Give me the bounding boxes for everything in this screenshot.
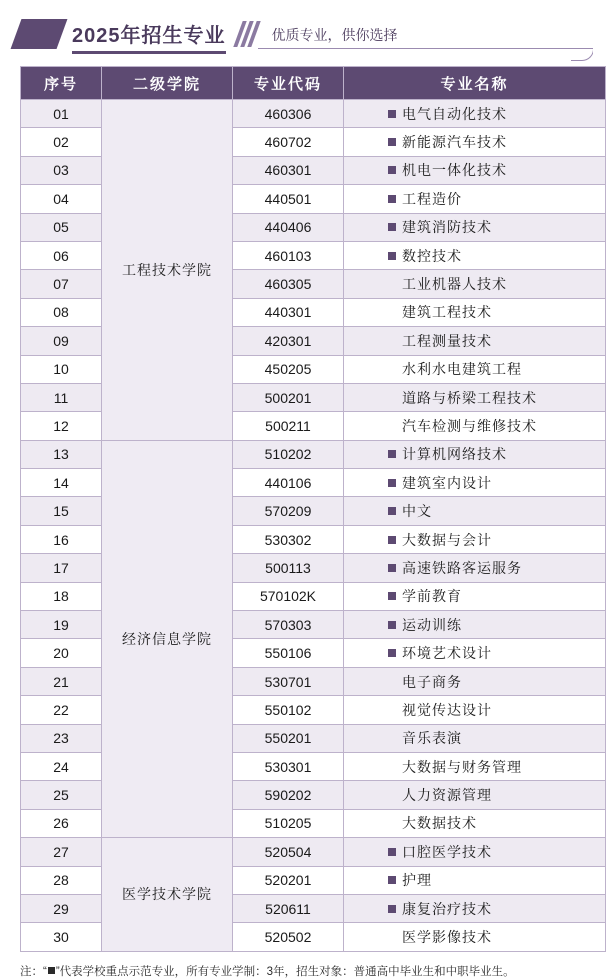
major-name-wrap — [344, 643, 604, 663]
major-name-wrap — [344, 217, 604, 237]
major-name-label: 数控技术 — [402, 247, 462, 264]
major-name-label: 视觉传达设计 — [402, 701, 492, 718]
key-major-marker-icon — [388, 848, 396, 856]
key-major-marker-icon — [388, 507, 396, 515]
cell-no: 23 — [21, 724, 102, 752]
cell-no: 22 — [21, 696, 102, 724]
cell-no: 02 — [21, 128, 102, 156]
footnote-prefix: 注：“ — [20, 965, 47, 978]
major-name-label: 环境艺术设计 — [402, 645, 492, 662]
major-name-wrap — [344, 274, 604, 294]
table-row — [21, 838, 606, 866]
cell-no: 11 — [21, 383, 102, 411]
footnote-suffix: ”代表学校重点示范专业，所有专业学制：3年，招生对象：普通高中毕业生和中职毕业生。 — [55, 965, 515, 978]
banner-stripes-decoration — [238, 21, 256, 47]
major-name-wrap — [344, 104, 604, 124]
major-name-wrap — [344, 160, 604, 180]
cell-major-name — [344, 554, 606, 582]
table-body — [21, 100, 606, 952]
cell-no: 17 — [21, 554, 102, 582]
cell-college: 经济信息学院 — [102, 440, 233, 837]
cell-code: 460301 — [233, 156, 344, 184]
major-name-label: 大数据技术 — [402, 815, 477, 832]
footnote — [20, 964, 593, 980]
major-name-wrap — [344, 416, 604, 436]
major-name-wrap — [344, 331, 604, 351]
key-major-marker-icon — [388, 223, 396, 231]
cell-no: 19 — [21, 611, 102, 639]
cell-no: 13 — [21, 440, 102, 468]
major-name-label: 建筑工程技术 — [402, 304, 492, 321]
cell-no: 10 — [21, 355, 102, 383]
page-title: 2025年招生专业 — [72, 24, 226, 47]
cell-major-name — [344, 327, 606, 355]
major-name-label: 医学影像技术 — [402, 929, 492, 946]
major-name-wrap — [344, 302, 604, 322]
cell-code: 550102 — [233, 696, 344, 724]
major-name-label: 大数据与会计 — [402, 531, 492, 548]
cell-college: 医学技术学院 — [102, 838, 233, 952]
cell-major-name — [344, 241, 606, 269]
key-major-marker-icon — [388, 592, 396, 600]
major-name-wrap — [344, 473, 604, 493]
major-name-label: 建筑室内设计 — [402, 474, 492, 491]
major-name-wrap — [344, 842, 604, 862]
cell-no: 07 — [21, 270, 102, 298]
major-name-label: 工程测量技术 — [402, 332, 492, 349]
major-name-label: 口腔医学技术 — [402, 843, 492, 860]
cell-no: 18 — [21, 582, 102, 610]
major-name-label: 机电一体化技术 — [402, 162, 507, 179]
key-major-marker-icon — [388, 621, 396, 629]
cell-code: 570303 — [233, 611, 344, 639]
cell-major-name — [344, 383, 606, 411]
cell-major-name — [344, 469, 606, 497]
cell-code: 450205 — [233, 355, 344, 383]
major-name-label: 大数据与财务管理 — [402, 758, 522, 775]
cell-major-name — [344, 582, 606, 610]
major-name-label: 学前教育 — [402, 588, 462, 605]
cell-code: 460103 — [233, 241, 344, 269]
cell-major-name — [344, 866, 606, 894]
cell-code: 530301 — [233, 752, 344, 780]
key-major-marker-icon — [48, 967, 55, 974]
major-name-label: 汽车检测与维修技术 — [402, 417, 537, 434]
cell-no: 05 — [21, 213, 102, 241]
cell-college: 工程技术学院 — [102, 100, 233, 441]
cell-major-name — [344, 185, 606, 213]
major-name-wrap — [344, 672, 604, 692]
major-name-wrap — [344, 501, 604, 521]
column-header-college: 二级学院 — [102, 67, 233, 100]
cell-code: 520201 — [233, 866, 344, 894]
cell-no: 14 — [21, 469, 102, 497]
major-name-wrap — [344, 132, 604, 152]
cell-major-name — [344, 213, 606, 241]
major-name-label: 水利水电建筑工程 — [402, 361, 522, 378]
cell-no: 25 — [21, 781, 102, 809]
major-name-label: 高速铁路客运服务 — [402, 559, 522, 576]
major-name-wrap — [344, 870, 604, 890]
column-header-code: 专业代码 — [233, 67, 344, 100]
cell-code: 460306 — [233, 100, 344, 128]
major-name-wrap — [344, 530, 604, 550]
major-name-wrap — [344, 813, 604, 833]
cell-code: 440301 — [233, 298, 344, 326]
cell-major-name — [344, 611, 606, 639]
major-name-label: 工业机器人技术 — [402, 276, 507, 293]
cell-major-name — [344, 412, 606, 440]
cell-no: 20 — [21, 639, 102, 667]
cell-major-name — [344, 639, 606, 667]
cell-no: 01 — [21, 100, 102, 128]
table-header-row — [21, 67, 606, 100]
major-name-wrap — [344, 615, 604, 635]
cell-no: 08 — [21, 298, 102, 326]
cell-code: 520611 — [233, 894, 344, 922]
cell-no: 06 — [21, 241, 102, 269]
key-major-marker-icon — [388, 252, 396, 260]
cell-no: 21 — [21, 667, 102, 695]
cell-major-name — [344, 440, 606, 468]
cell-no: 29 — [21, 894, 102, 922]
cell-no: 04 — [21, 185, 102, 213]
key-major-marker-icon — [388, 564, 396, 572]
major-name-label: 道路与桥梁工程技术 — [402, 389, 537, 406]
major-name-wrap — [344, 586, 604, 606]
major-name-label: 护理 — [402, 872, 432, 889]
cell-code: 440406 — [233, 213, 344, 241]
banner-slab-decoration — [11, 19, 68, 49]
major-name-label: 电子商务 — [402, 673, 462, 690]
cell-code: 500201 — [233, 383, 344, 411]
key-major-marker-icon — [388, 138, 396, 146]
cell-code: 520502 — [233, 923, 344, 951]
cell-no: 30 — [21, 923, 102, 951]
cell-major-name — [344, 724, 606, 752]
corner-curve-decoration — [571, 49, 593, 63]
major-name-label: 运动训练 — [402, 616, 462, 633]
cell-major-name — [344, 696, 606, 724]
cell-major-name — [344, 781, 606, 809]
major-name-label: 建筑消防技术 — [402, 219, 492, 236]
major-name-wrap — [344, 785, 604, 805]
cell-major-name — [344, 355, 606, 383]
cell-no: 16 — [21, 525, 102, 553]
major-name-wrap — [344, 700, 604, 720]
admissions-majors-page — [0, 8, 613, 978]
table-header — [21, 67, 606, 100]
cell-major-name — [344, 923, 606, 951]
cell-no: 03 — [21, 156, 102, 184]
column-header-no: 序号 — [21, 67, 102, 100]
cell-code: 570102K — [233, 582, 344, 610]
banner-title-wrap — [72, 19, 226, 50]
title-underline — [72, 51, 226, 54]
cell-major-name — [344, 809, 606, 837]
cell-no: 28 — [21, 866, 102, 894]
cell-code: 590202 — [233, 781, 344, 809]
cell-code: 570209 — [233, 497, 344, 525]
major-name-label: 电气自动化技术 — [402, 105, 507, 122]
cell-major-name — [344, 525, 606, 553]
cell-no: 12 — [21, 412, 102, 440]
column-header-name: 专业名称 — [344, 67, 606, 100]
page-banner — [0, 8, 613, 60]
major-name-label: 人力资源管理 — [402, 787, 492, 804]
major-name-wrap — [344, 558, 604, 578]
cell-major-name — [344, 270, 606, 298]
major-name-wrap — [344, 359, 604, 379]
key-major-marker-icon — [388, 195, 396, 203]
cell-code: 550106 — [233, 639, 344, 667]
major-name-wrap — [344, 444, 604, 464]
major-name-label: 计算机网络技术 — [402, 446, 507, 463]
key-major-marker-icon — [388, 479, 396, 487]
cell-no: 15 — [21, 497, 102, 525]
table-row — [21, 100, 606, 128]
key-major-marker-icon — [388, 450, 396, 458]
major-name-wrap — [344, 246, 604, 266]
cell-code: 550201 — [233, 724, 344, 752]
major-name-label: 新能源汽车技术 — [402, 134, 507, 151]
major-name-wrap — [344, 757, 604, 777]
major-name-label: 工程造价 — [402, 190, 462, 207]
cell-major-name — [344, 100, 606, 128]
cell-code: 510205 — [233, 809, 344, 837]
key-major-marker-icon — [388, 649, 396, 657]
table-row — [21, 440, 606, 468]
major-name-wrap — [344, 927, 604, 947]
majors-table — [20, 66, 606, 952]
cell-code: 420301 — [233, 327, 344, 355]
page-subtitle: 优质专业，供你选择 — [271, 27, 398, 43]
cell-major-name — [344, 156, 606, 184]
cell-major-name — [344, 497, 606, 525]
major-name-label: 康复治疗技术 — [402, 900, 492, 917]
major-name-wrap — [344, 388, 604, 408]
major-name-label: 中文 — [402, 503, 432, 520]
cell-no: 09 — [21, 327, 102, 355]
subtitle-underline — [258, 48, 593, 49]
cell-code: 460305 — [233, 270, 344, 298]
cell-code: 510202 — [233, 440, 344, 468]
major-name-label: 音乐表演 — [402, 730, 462, 747]
major-name-wrap — [344, 189, 604, 209]
cell-code: 500211 — [233, 412, 344, 440]
key-major-marker-icon — [388, 536, 396, 544]
key-major-marker-icon — [388, 166, 396, 174]
major-name-wrap — [344, 899, 604, 919]
majors-table-wrap — [20, 66, 593, 952]
cell-code: 520504 — [233, 838, 344, 866]
cell-major-name — [344, 298, 606, 326]
cell-major-name — [344, 752, 606, 780]
cell-code: 460702 — [233, 128, 344, 156]
key-major-marker-icon — [388, 876, 396, 884]
cell-code: 530701 — [233, 667, 344, 695]
cell-code: 500113 — [233, 554, 344, 582]
cell-code: 440501 — [233, 185, 344, 213]
major-name-wrap — [344, 728, 604, 748]
cell-major-name — [344, 667, 606, 695]
key-major-marker-icon — [388, 110, 396, 118]
cell-no: 27 — [21, 838, 102, 866]
cell-major-name — [344, 838, 606, 866]
key-major-marker-icon — [388, 905, 396, 913]
cell-major-name — [344, 128, 606, 156]
cell-code: 440106 — [233, 469, 344, 497]
cell-major-name — [344, 894, 606, 922]
cell-no: 24 — [21, 752, 102, 780]
cell-no: 26 — [21, 809, 102, 837]
cell-code: 530302 — [233, 525, 344, 553]
